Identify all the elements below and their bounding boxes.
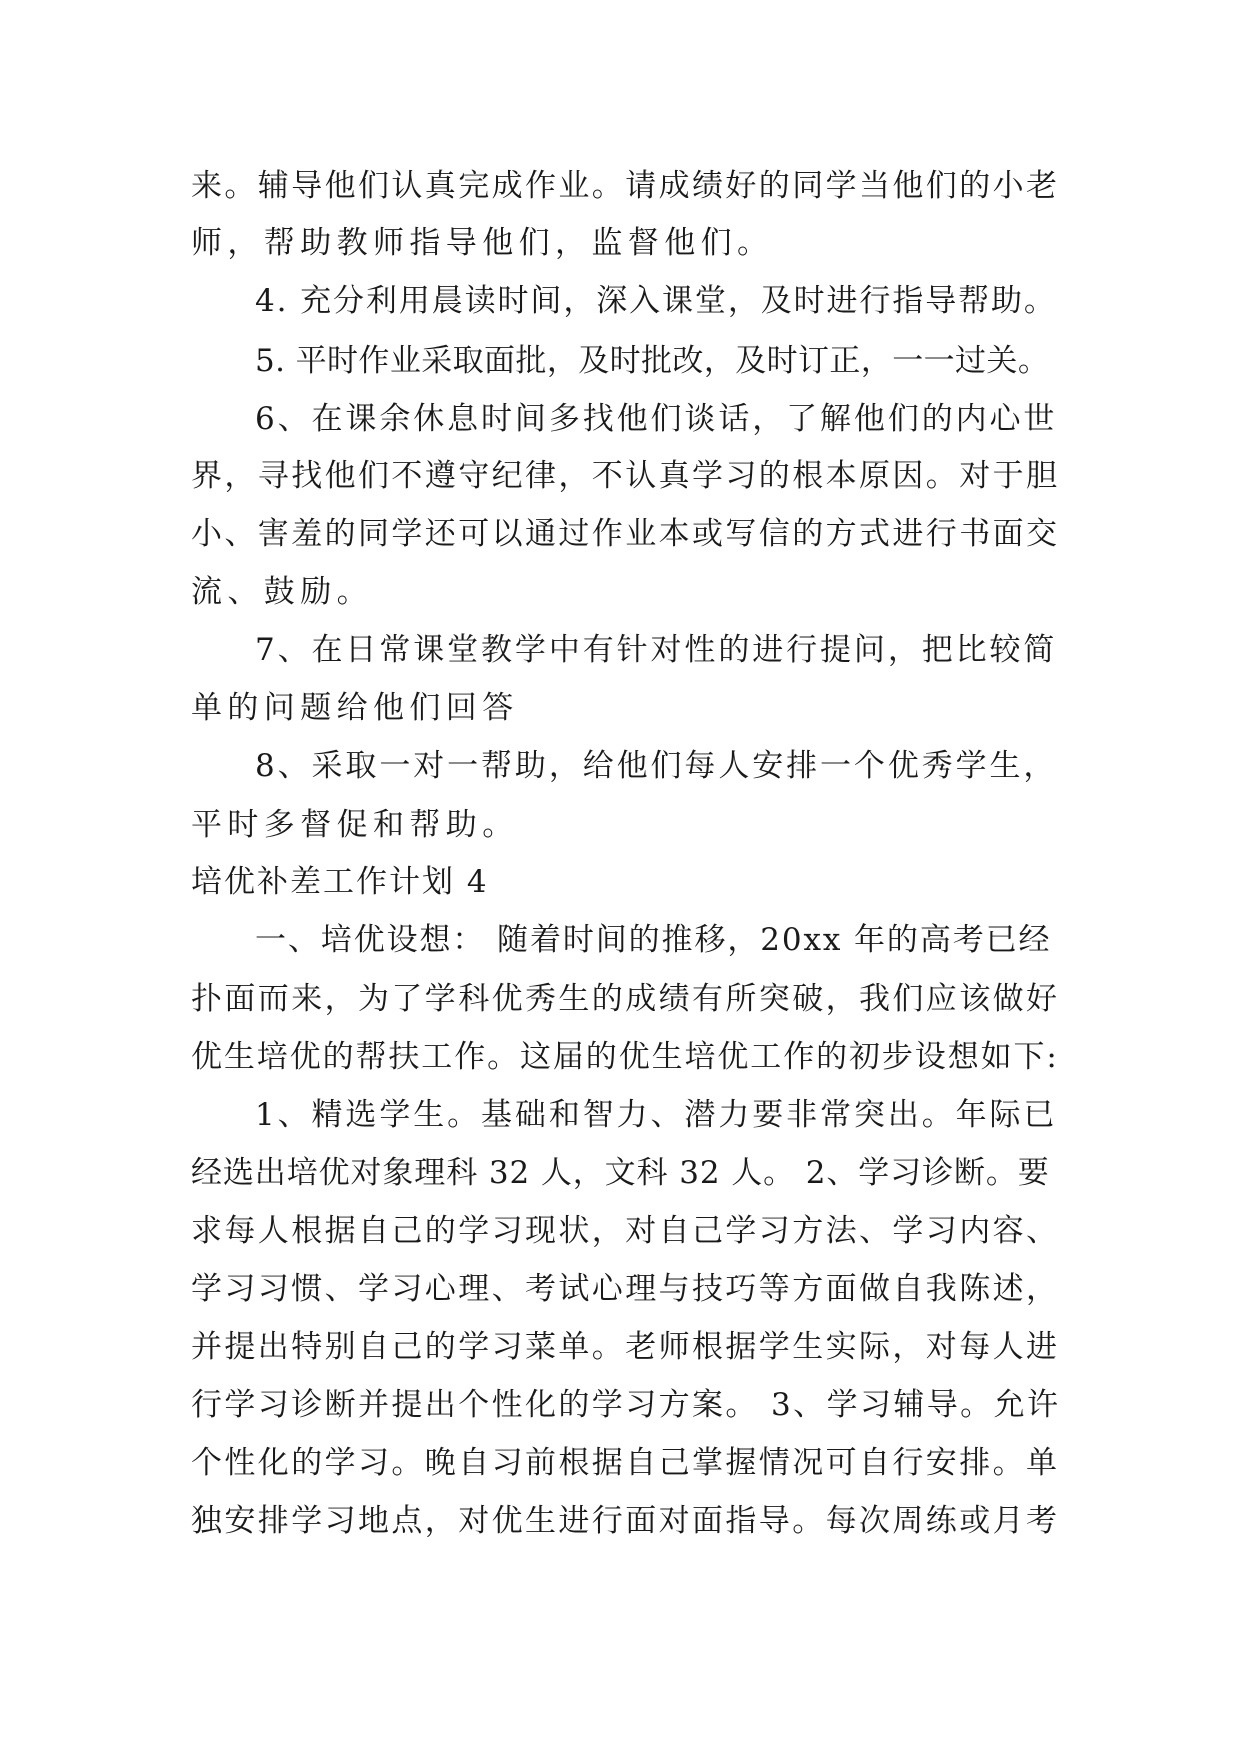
paragraph-line: 一、培优设想： 随着时间的推移，20xx 年的高考已经 bbox=[255, 922, 1052, 958]
paragraph-line: 并提出特别自己的学习菜单。老师根据学生实际，对每人进 bbox=[191, 1329, 1060, 1365]
paragraph-line: 优生培优的帮扶工作。这届的优生培优工作的初步设想如下: bbox=[191, 1039, 1059, 1075]
list-item-6: 6、在课余休息时间多找他们谈话，了解他们的内心世 bbox=[255, 401, 1058, 437]
paragraph-line: 扑面而来，为了学科优秀生的成绩有所突破，我们应该做好 bbox=[191, 981, 1060, 1017]
paragraph-line: 个性化的学习。晚自习前根据自己掌握情况可自行安排。单 bbox=[191, 1445, 1060, 1481]
paragraph-line: 1、精选学生。基础和智力、潜力要非常突出。年际已 bbox=[255, 1097, 1058, 1133]
paragraph-line: 独安排学习地点，对优生进行面对面指导。每次周练或月考 bbox=[191, 1503, 1060, 1539]
list-item-8: 8、采取一对一帮助，给他们每人安排一个优秀学生， bbox=[255, 748, 1058, 784]
paragraph-line: 师，帮助教师指导他们，监督他们。 bbox=[191, 225, 774, 261]
list-item-7: 7、在日常课堂教学中有针对性的进行提问，把比较简 bbox=[255, 632, 1058, 668]
paragraph-line: 界，寻找他们不遵守纪律，不认真学习的根本原因。对于胆 bbox=[191, 458, 1060, 494]
paragraph-line: 学习习惯、学习心理、考试心理与技巧等方面做自我陈述， bbox=[191, 1271, 1060, 1307]
paragraph-line: 流、鼓励。 bbox=[191, 574, 373, 610]
paragraph-line: 小、害羞的同学还可以通过作业本或写信的方式进行书面交 bbox=[191, 516, 1060, 552]
paragraph-line: 行学习诊断并提出个性化的学习方案。 3、学习辅导。允许 bbox=[191, 1387, 1061, 1423]
paragraph-line: 求每人根据自己的学习现状，对自己学习方法、学习内容、 bbox=[191, 1213, 1060, 1249]
list-item-4: 4. 充分利用晨读时间，深入课堂，及时进行指导帮助。 bbox=[255, 283, 1057, 319]
paragraph-line: 平时多督促和帮助。 bbox=[191, 807, 519, 843]
paragraph-line: 来。辅导他们认真完成作业。请成绩好的同学当他们的小老 bbox=[191, 168, 1060, 204]
paragraph-line: 经选出培优对象理科 32 人，文科 32 人。 2、学习诊断。要 bbox=[191, 1155, 1050, 1191]
list-item-5: 5. 平时作业采取面批，及时批改，及时订正，一一过关。 bbox=[255, 343, 1050, 379]
section-heading: 培优补差工作计划 4 bbox=[191, 864, 489, 900]
paragraph-line: 单的问题给他们回答 bbox=[191, 690, 519, 726]
